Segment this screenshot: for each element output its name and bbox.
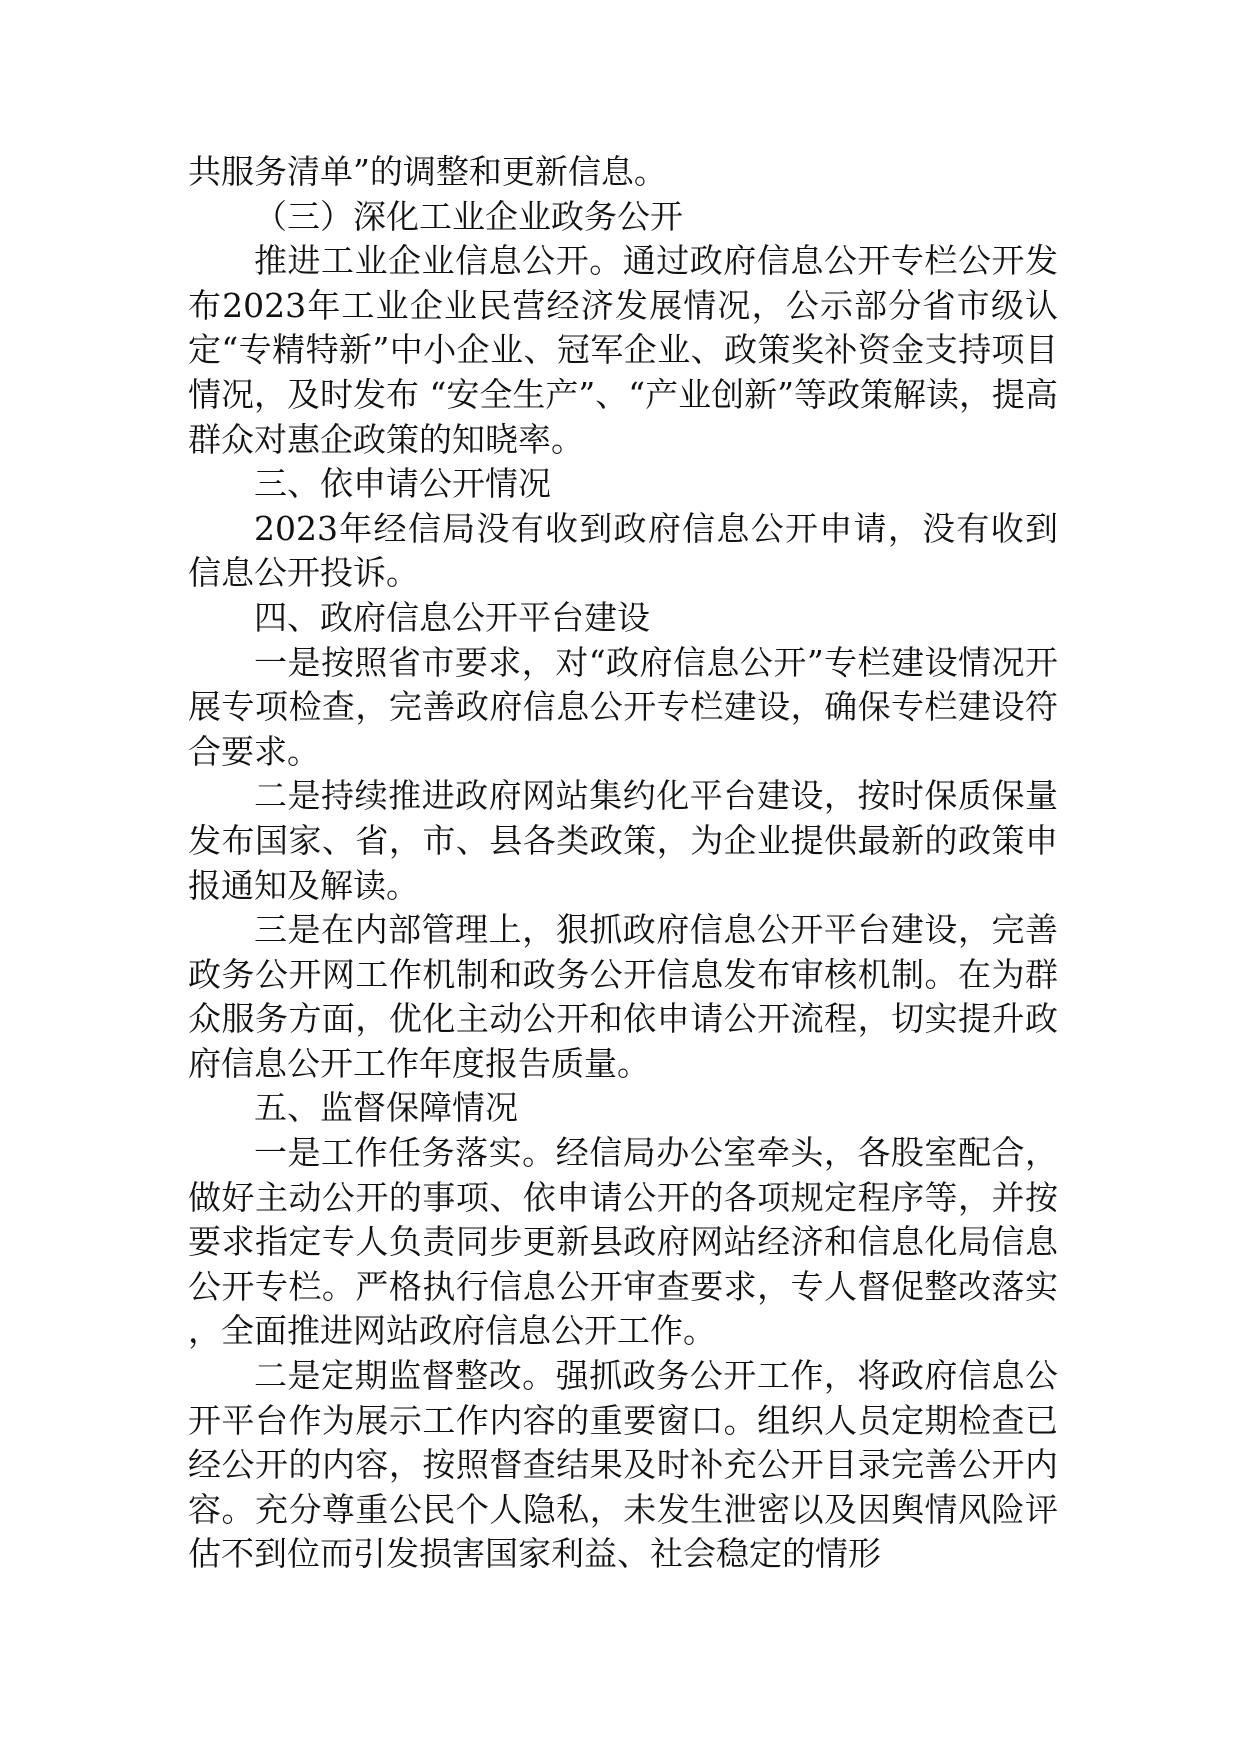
paragraph-platform-item-1: 一是按照省市要求，对“政府信息公开”专栏建设情况开展专项检查，完善政府信息公开专栏建设，确保专栏建设符合要求。 [188, 642, 1058, 771]
paragraph-continuation: 共服务清单”的调整和更新信息。 [188, 152, 667, 191]
paragraph-platform-item-2: 二是持续推进政府网站集约化平台建设，按时保质保量发布国家、省，市、县各类政策，为企业提供最新的政策申报通知及解读。 [188, 776, 1058, 905]
paragraph-supervision-item-1: 一是工作任务落实。经信局办公室牵头，各股室配合，做好主动公开的事项、依申请公开的各项规定程序等，并按要求指定专人负责同步更新县政府网站经济和信息化局信息公开专栏。严格执行信息公开审查要求，专人督促整改落实，全面推进网站政府信息公开工作。 [188, 1133, 1058, 1351]
heading-supervision: 五、监督保障情况 [254, 1088, 518, 1128]
heading-platform-construction: 四、政府信息公开平台建设 [254, 597, 650, 637]
paragraph-supervision-item-2: 二是定期监督整改。强抓政务公开工作，将政府信息公开平台作为展示工作内容的重要窗口。组织人员定期检查已经公开的内容，按照督查结果及时补充公开目录完善公开内容。充分尊重公民个人隐私，未发生泄密以及因舆情风险评估不到位而引发损害国家利益、社会稳定的情形 [188, 1356, 1058, 1574]
subheading-deepen-industrial-disclosure: （三）深化工业企业政务公开 [254, 196, 683, 236]
paragraph-industrial-disclosure: 推进工业企业信息公开。通过政府信息公开专栏公开发布2023年工业企业民营经济发展情况，公示部分省市级认定“专精特新”中小企业、冠军企业、政策奖补资金支持项目情况，及时发布 “安全生产”、“产业创新”等政策解读，提高群众对惠企政策的知晓率。 [188, 241, 1058, 459]
document-body [188, 150, 1058, 1577]
paragraph-application-disclosure: 2023年经信局没有收到政府信息公开申请，没有收到信息公开投诉。 [188, 508, 1058, 593]
paragraph-platform-item-3: 三是在内部管理上，狠抓政府信息公开平台建设，完善政务公开网工作机制和政务公开信息发布审核机制。在为群众服务方面，优化主动公开和依申请公开流程，切实提升政府信息公开工作年度报告质量。 [188, 910, 1058, 1083]
heading-application-disclosure: 三、依申请公开情况 [254, 464, 551, 504]
